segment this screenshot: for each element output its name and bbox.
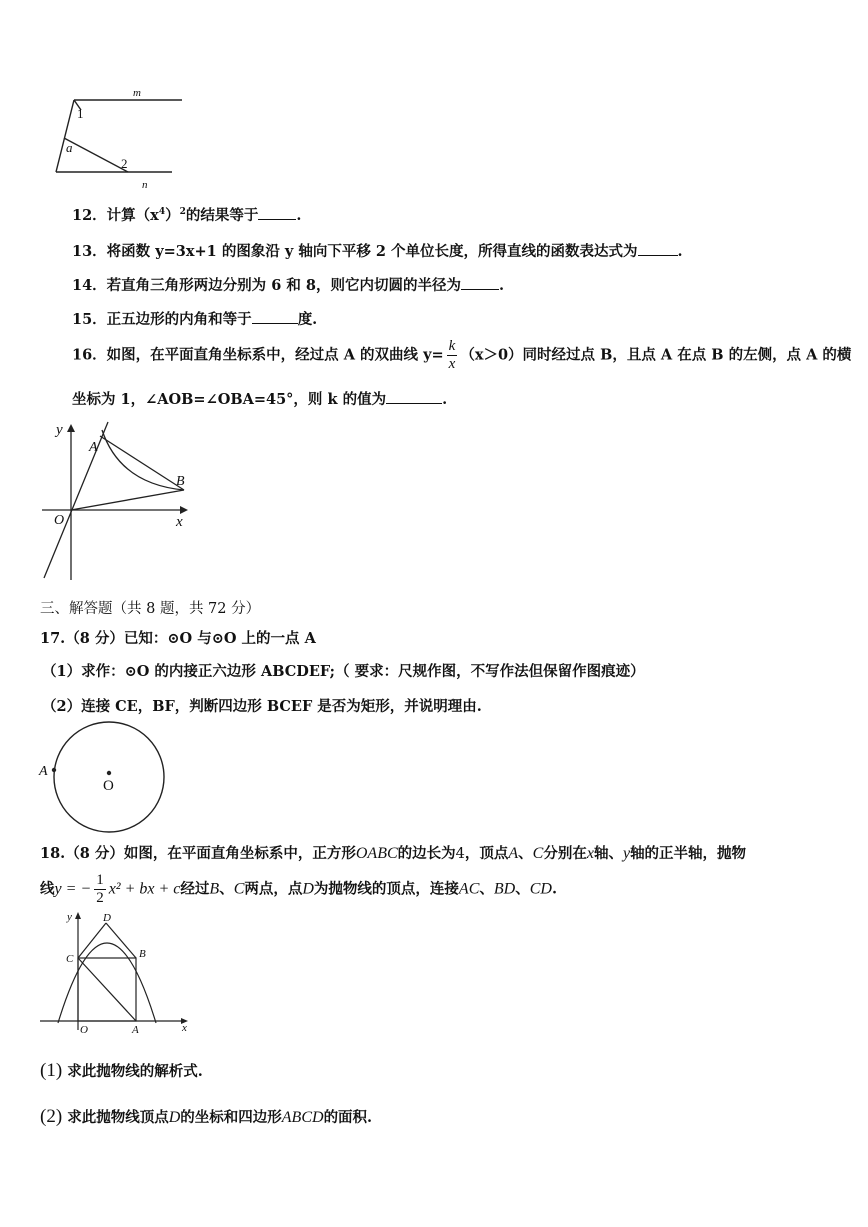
answer-blank[interactable] [638,243,678,256]
question-17-part2: （2）连接 CE，BF，判断四边形 BCEF 是否为矩形，并说明理由. [42,698,482,715]
label-x: x [182,1022,187,1034]
label-y: y [67,911,72,923]
question-16-line1: 16．如图，在平面直角坐标系中，经过点 A 的双曲线 y= $\frac{k}{x}$ （x＞0）同时经过点 B，且点 A 在点 B 的左侧，点 A 的横 [72,338,852,372]
label-angle-a: a [66,140,73,155]
label-angle-2: 2 [121,156,128,171]
label-B: B [139,948,146,960]
question-16-line2: 坐标为 1，∠AOB=∠OBA=45°，则 k 的值为 . [72,391,448,408]
question-18-sub2: (2) 求此抛物线顶点D的坐标和四边形ABCD的面积. [40,1106,373,1127]
question-18-line1: 18.（8 分）如图，在平面直角坐标系中，正方形OABC的边长为4，顶点A、C分别在x轴、y轴的正半轴，抛物 [40,845,747,862]
figure-parallel-lines [50,82,190,192]
question-15: 15．正五边形的内角和等于 度. [72,311,318,328]
figure-parabola-square [38,908,193,1036]
label-A: A [89,440,98,455]
label-n: n [142,179,148,191]
figure-circle [36,720,176,835]
label-A: A [39,764,48,779]
label-y: y [56,422,63,438]
label-O: O [54,513,65,528]
question-14: 14．若直角三角形两边分别为 6 和 8，则它内切圆的半径为 . [72,277,505,294]
label-D: D [103,912,111,924]
figure-hyperbola-coordinate [38,418,198,583]
label-C: C [66,953,74,965]
section-heading: 三、解答题（共 8 题，共 72 分） [40,601,261,617]
question-17-title: 17.（8 分）已知：⊙O 与⊙O 上的一点 A [40,630,316,647]
label-B: B [176,474,185,489]
label-angle-1: 1 [77,106,84,121]
answer-blank[interactable] [461,277,499,290]
answer-blank[interactable] [252,311,298,324]
label-m: m [133,87,141,99]
fraction-k-over-x: $\frac{k}{x}$ [448,338,456,372]
question-12: 12．计算$(x^4)^2$的结果等于 . [72,207,302,224]
question-13: 13．将函数 y=3x+1 的图象沿 y 轴向下平移 2 个单位长度，所得直线的函数表达式为 . [72,243,683,260]
label-A: A [132,1024,139,1036]
label-O: O [80,1024,88,1036]
answer-blank[interactable] [386,391,442,404]
label-x: x [176,514,183,530]
answer-blank[interactable] [258,207,296,220]
fraction-one-half: $\frac{1}{2}$ [96,872,104,906]
question-17-part1: （1）求作：⊙O 的内接正六边形 ABCDEF;（ 要求：尺规作图，不写作法但保留作图痕迹） [42,663,645,680]
question-18-line2: 线y = − $\frac{1}{2}$ x² + bx + c经过B、C两点，点D为抛物线的顶点，连接AC、BD、CD. [40,872,557,906]
question-18-sub1: (1) 求此抛物线的解析式. [40,1060,203,1081]
label-O: O [103,778,114,794]
